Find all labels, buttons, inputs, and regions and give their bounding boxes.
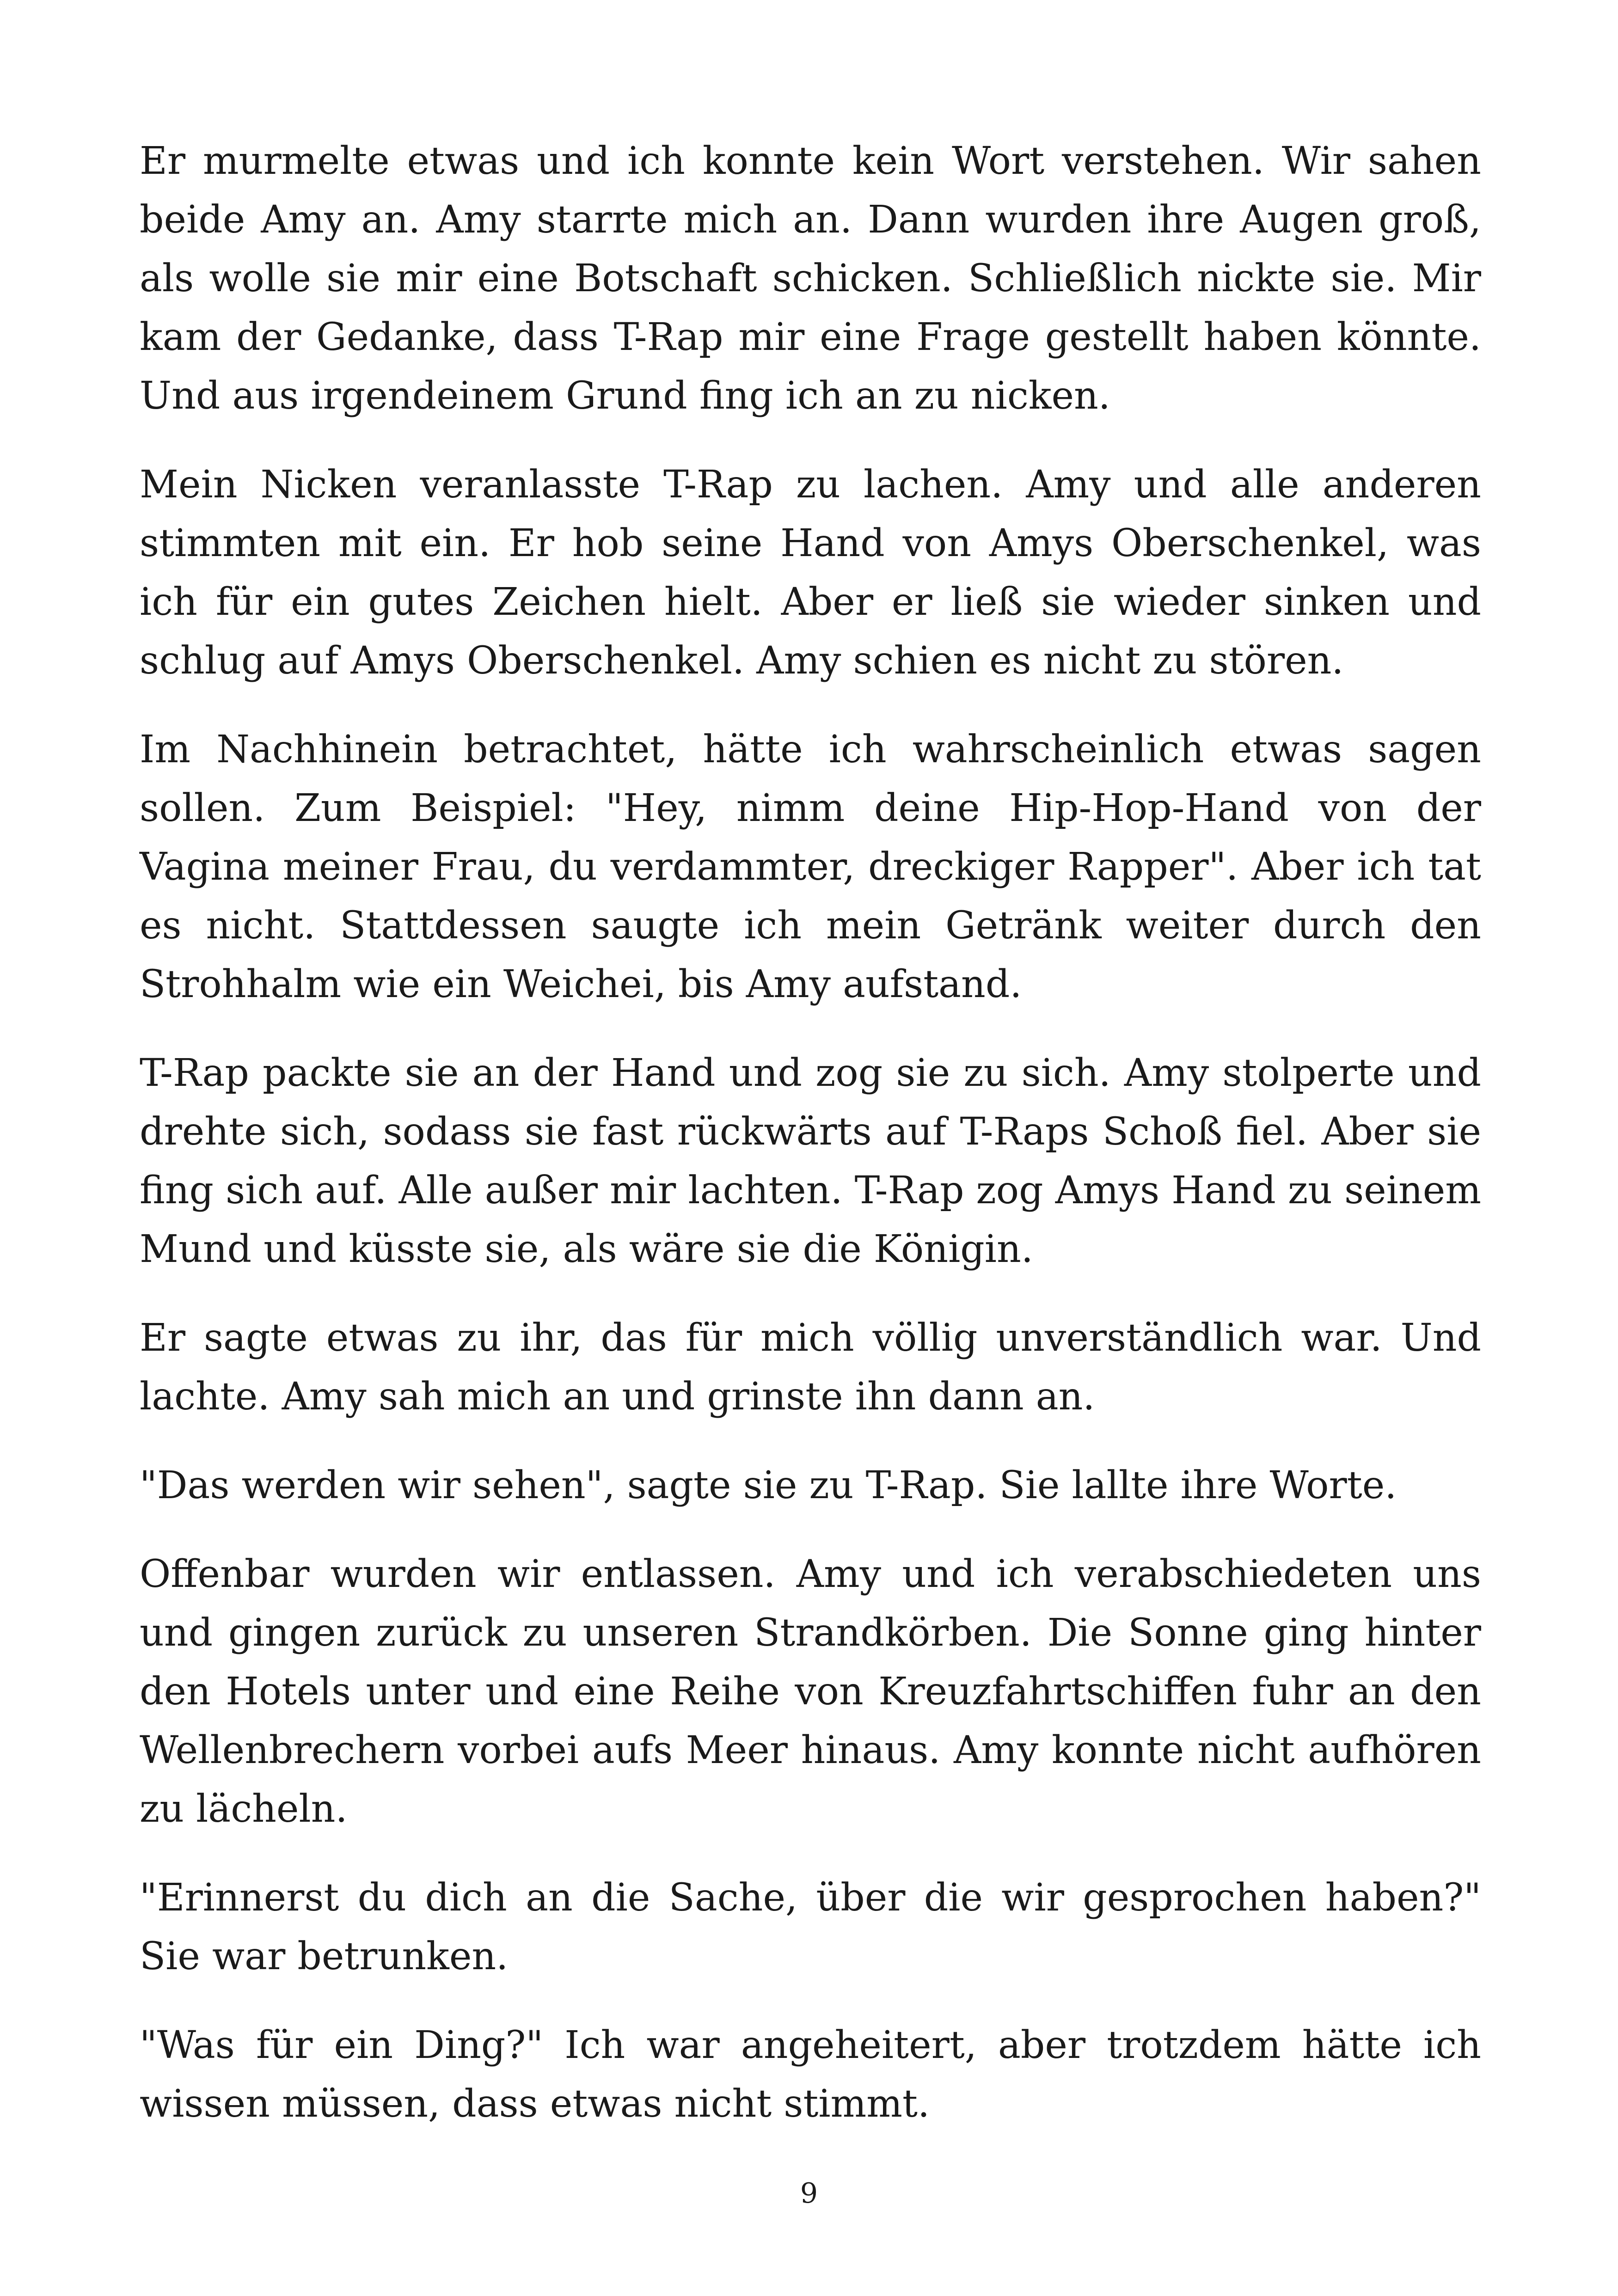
body-text — [140, 132, 1481, 2163]
paragraph: T-Rap packte sie an der Hand und zog sie zu sich. Amy stolperte und drehte sich, sodass sie fast rückwärts auf T-Raps Schoß fiel. Aber sie fing sich auf. Alle außer mir lachten. T-Rap zog Amys Hand zu seinem Mund und küsste sie, als wäre sie die Königin. — [140, 1051, 1481, 1271]
paragraph: Im Nachhinein betrachtet, hätte ich wahrscheinlich etwas sagen sollen. Zum Beispiel: "Hey, nimm deine Hip-Hop-Hand von der Vagina meiner Frau, du verdammter, dreckiger Rapper". Aber ich tat es nicht. Stattdessen saugte ich mein Getränk weiter durch den Strohhalm wie ein Weichei, bis Amy aufstand. — [140, 728, 1481, 1006]
page-number: 9 — [800, 2177, 818, 2210]
paragraph: Mein Nicken veranlasste T-Rap zu lachen. Amy und alle anderen stimmten mit ein. Er hob seine Hand von Amys Oberschenkel, was ich für ein gutes Zeichen hielt. Aber er ließ sie wieder sinken und schlug auf Amys Oberschenkel. Amy schien es nicht zu stören. — [140, 463, 1481, 683]
paragraph: "Was für ein Ding?" Ich war angeheitert, aber trotzdem hätte ich wissen müssen, dass etwas nicht stimmt. — [140, 2023, 1481, 2126]
paragraph: Offenbar wurden wir entlassen. Amy und ich verabschiedeten uns und gingen zurück zu unseren Strandkörben. Die Sonne ging hinter den Hotels unter und eine Reihe von Kreuzfahrtschiffen fuhr an den Wellenbrechern vorbei aufs Meer hinaus. Amy konnte nicht aufhören zu lächeln. — [140, 1552, 1481, 1831]
paragraph: "Erinnerst du dich an die Sache, über die wir gesprochen haben?" Sie war betrunken. — [140, 1876, 1481, 1978]
paragraph: Er murmelte etwas und ich konnte kein Wort verstehen. Wir sahen beide Amy an. Amy starrte mich an. Dann wurden ihre Augen groß, als wolle sie mir eine Botschaft schicken. Schließlich nickte sie. Mir kam der Gedanke, dass T-Rap mir eine Frage gestellt haben könnte. Und aus irgendeinem Grund fing ich an zu nicken. — [140, 139, 1481, 418]
paragraph: "Das werden wir sehen", sagte sie zu T-Rap. Sie lallte ihre Worte. — [140, 1463, 1397, 1507]
paragraph: Er sagte etwas zu ihr, das für mich völlig unverständlich war. Und lachte. Amy sah mich an und grinste ihn dann an. — [140, 1316, 1481, 1419]
